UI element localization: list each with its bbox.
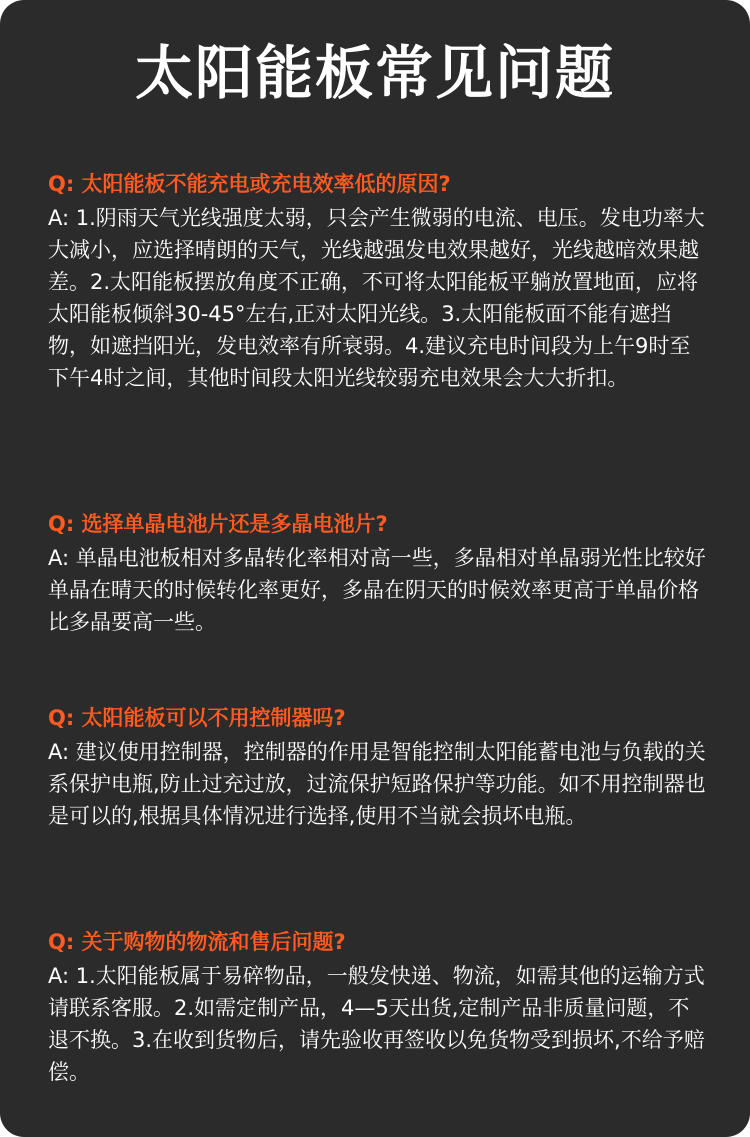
faq-question: Q: 选择单晶电池片还是多晶电池片? (48, 512, 388, 536)
faq-question: Q: 太阳能板可以不用控制器吗? (48, 706, 346, 730)
faq-answer: A: 单晶电池板相对多晶转化率相对高一些，多晶相对单晶弱光性比较好单晶在晴天的时候转化率更好，多晶在阴天的时候效率更高于单晶价格比多晶要高一些。 (48, 546, 706, 634)
faq-answer: A: 1.太阳能板属于易碎物品，一般发快递、物流，如需其他的运输方式请联系客服。2.如需定制产品，4—5天出货,定制产品非质量问题，不退不换。3.在收到货物后，请先验收再签收以免货物受到损坏,不给予赔偿。 (48, 964, 705, 1084)
faq-item (48, 928, 708, 1088)
faq-item (48, 510, 708, 638)
faq-item (48, 170, 708, 394)
faq-question: Q: 关于购物的物流和售后问题? (48, 930, 346, 954)
faq-answer: A: 建议使用控制器，控制器的作用是智能控制太阳能蓄电池与负载的关系保护电瓶,防止过充过放，过流保护短路保护等功能。如不用控制器也是可以的,根据具体情况进行选择,使用不当就会损坏电瓶。 (48, 740, 706, 828)
faq-question: Q: 太阳能板不能充电或充电效率低的原因? (48, 172, 451, 196)
faq-answer: A: 1.阴雨天气光线强度太弱，只会产生微弱的电流、电压。发电功率大大减小，应选择晴朗的天气，光线越强发电效果越好，光线越暗效果越差。2.太阳能板摆放角度不正确，不可将太阳能板平躺放置地面，应将太阳能板倾斜30-45°左右,正对太阳光线。3.太阳能板面不能有遮挡物，如遮挡阳光，发电效率有所衰弱。4.建议充电时间段为上午9时至下午4时之间，其他时间段太阳光线较弱充电效果会大大折扣。 (48, 206, 705, 390)
page-title: 太阳能板常见问题 (134, 39, 615, 107)
faq-item (48, 704, 708, 832)
